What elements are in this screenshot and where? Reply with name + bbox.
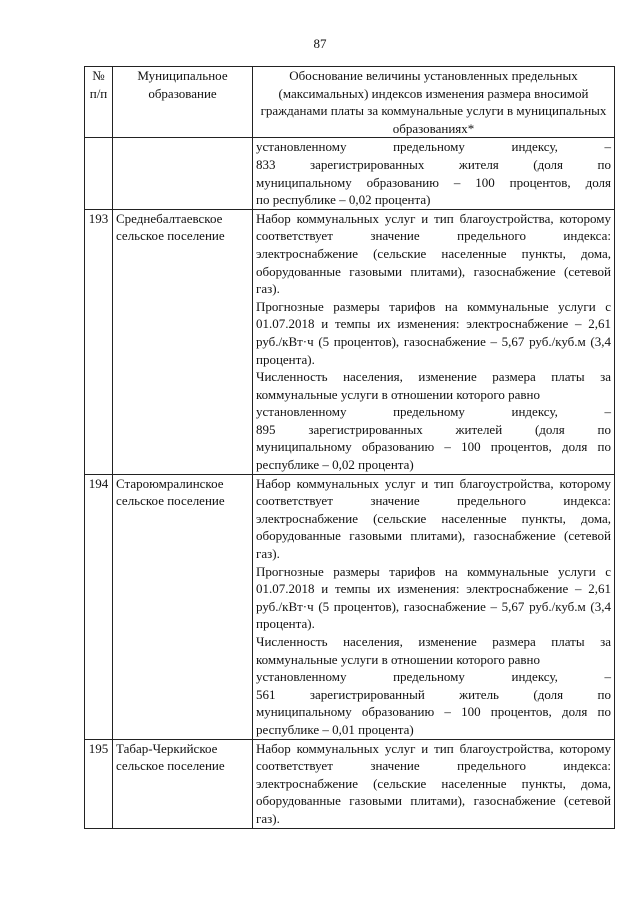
row-justification-cell (253, 138, 615, 209)
services-set-paragraph: Набор коммунальных услуг и тип благоустройства, которому соответствует значение предельного индекса: электроснабжение (сельские населенные пункты, дома, оборудованные газовыми плитами), газоснабжение (сетевой газ). (256, 210, 611, 297)
row-num: 194 (85, 474, 113, 739)
row-justification (253, 209, 615, 474)
header-num: № п/п (85, 67, 113, 138)
population-paragraph: Численность населения, изменение размера платы за коммунальные услуги в отношении которого равно (256, 634, 611, 667)
services-set-paragraph: Набор коммунальных услуг и тип благоустройства, которому соответствует значение предельного индекса: электроснабжение (сельские населенные пункты, дома, оборудованные газовыми плитами), газоснабжение (сетевой газ). (256, 740, 611, 826)
tariff-forecast-paragraph: Прогнозные размеры тарифов на коммунальные услуги с 01.07.2018 и темпы их изменения: электроснабжение – 2,61 руб./кВт·ч (5 процентов), газоснабжение – 5,67 руб./куб.м (3,4 процента). (256, 563, 611, 632)
row-num: 193 (85, 209, 113, 474)
tariff-forecast-paragraph: Прогнозные размеры тарифов на коммунальные услуги с 01.07.2018 и темпы их изменения: электроснабжение – 2,61 руб./кВт·ч (5 процентов), газоснабжение – 5,67 руб./куб.м (3,4 процента). (256, 298, 611, 367)
population-paragraph: Численность населения, изменение размера платы за коммунальные услуги в отношении которого равно (256, 369, 611, 402)
population-line: установленному предельному индексу, – (256, 404, 611, 420)
row-num: 195 (85, 739, 113, 828)
continuation-line: по республике – 0,02 процента) (256, 192, 431, 208)
continuation-line: муниципальному образованию – 100 процентов, доля (256, 174, 611, 190)
population-share-line: муниципальному образованию – 100 процентов, доля по республике – 0,01 процента) (256, 704, 611, 737)
table-row (85, 739, 615, 828)
table-row (85, 474, 615, 739)
tariff-index-table (84, 66, 615, 829)
table-row (85, 209, 615, 474)
row-justification (253, 474, 615, 739)
population-line: 561 зарегистрированный житель (доля по (256, 686, 611, 702)
population-line: 895 зарегистрированных жителей (доля по (256, 421, 611, 437)
services-set-paragraph: Набор коммунальных услуг и тип благоустройства, которому соответствует значение предельного индекса: электроснабжение (сельские населенные пункты, дома, оборудованные газовыми плитами), газоснабжение (сетевой газ). (256, 475, 611, 562)
table-row-continuation (85, 138, 615, 209)
continuation-line: 833 зарегистрированных жителя (доля по (256, 156, 611, 172)
population-share-line: муниципальному образованию – 100 процентов, доля по республике – 0,02 процента) (256, 439, 611, 473)
row-municipality: Среднебалтаевское сельское поселение (113, 209, 253, 474)
table-header-row (85, 67, 615, 138)
row-justification (253, 739, 615, 828)
header-municipality: Муниципальное образование (113, 67, 253, 138)
continuation-line: установленному предельному индексу, – (256, 139, 611, 155)
page-number: 87 (313, 36, 327, 51)
population-line: установленному предельному индексу, – (256, 669, 611, 685)
row-municipality-cell (113, 138, 253, 209)
header-justification: Обоснование величины установленных предельных (максимальных) индексов изменения размера вносимой гражданами платы за коммунальные услуги в муниципальных образованиях* (253, 67, 615, 138)
row-municipality: Табар-Черкийское сельское поселение (113, 739, 253, 828)
row-num-cell (85, 138, 113, 209)
row-municipality: Староюмралинское сельское поселение (113, 474, 253, 739)
